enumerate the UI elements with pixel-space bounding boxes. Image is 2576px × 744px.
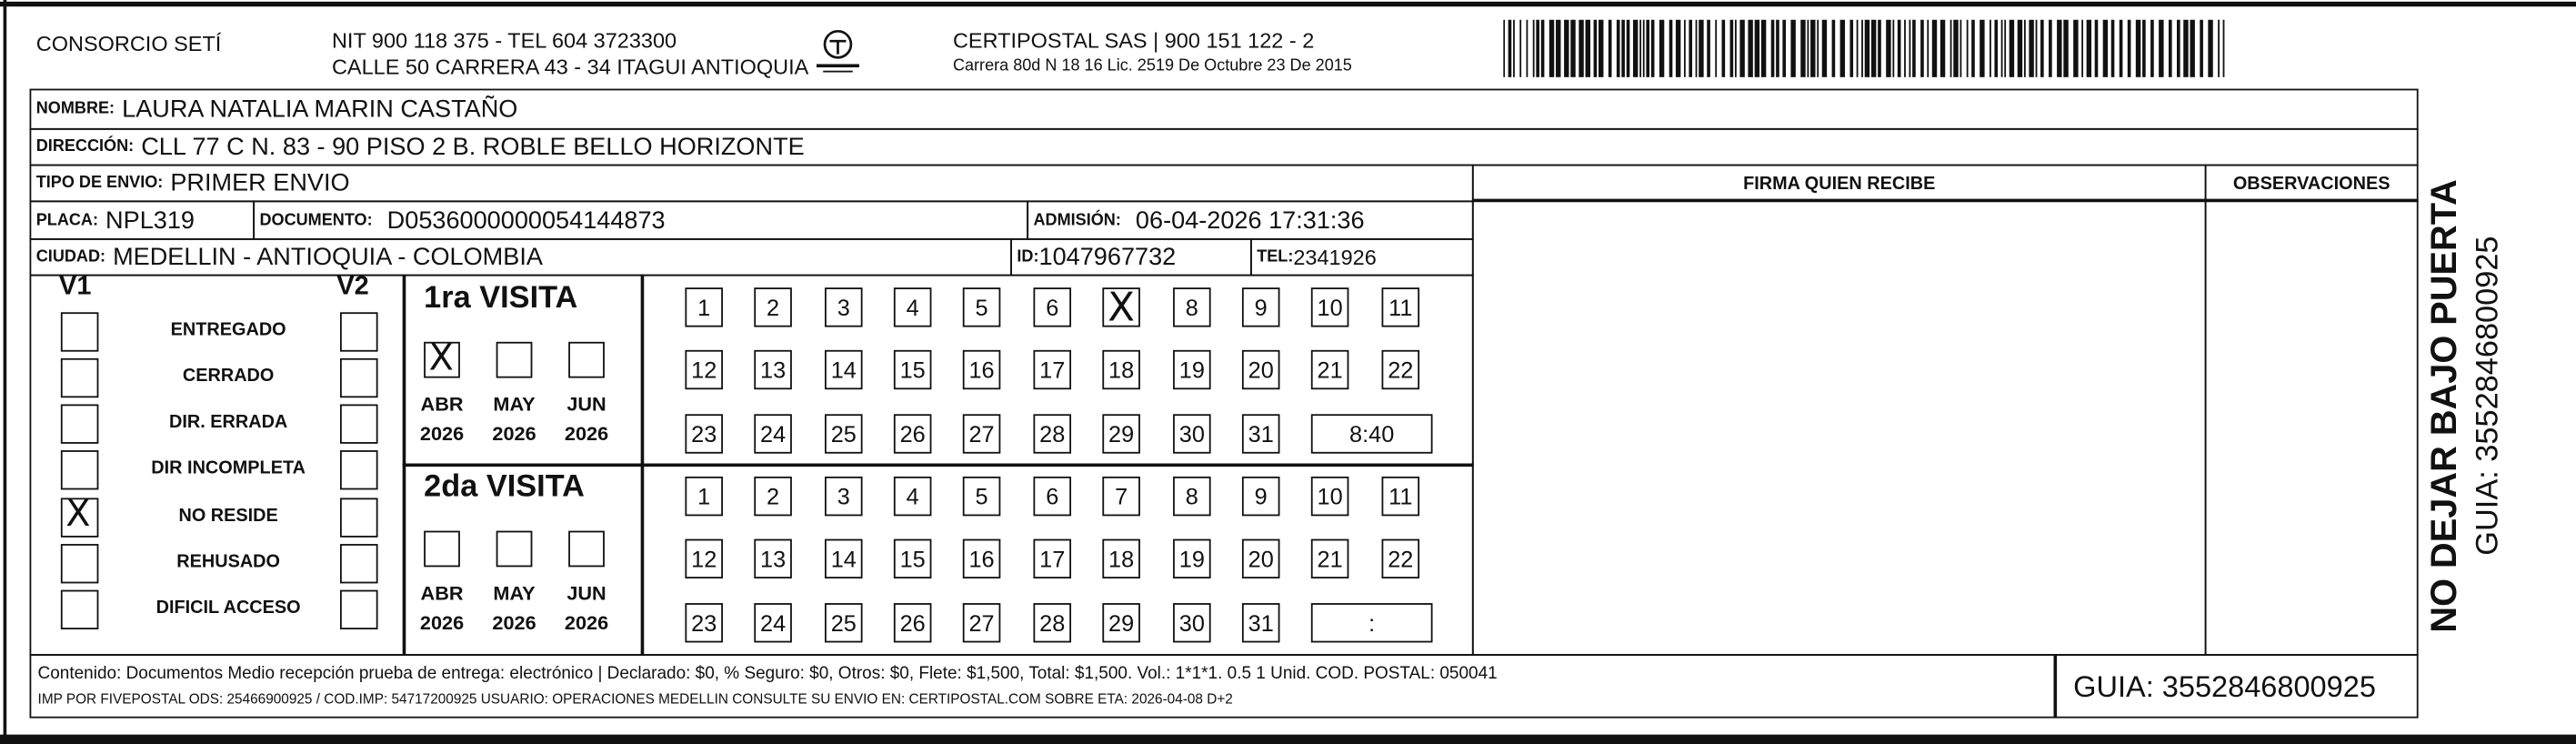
day-box-21[interactable]: 21 bbox=[1311, 350, 1349, 389]
v1-checkbox[interactable] bbox=[61, 544, 99, 583]
barcode-bar bbox=[1621, 20, 1625, 77]
x-mark: X bbox=[65, 494, 91, 537]
plate-label: PLACA: bbox=[35, 211, 99, 230]
barcode-bar bbox=[1980, 20, 1984, 77]
day-box-27[interactable]: 27 bbox=[963, 603, 1001, 642]
day-box-4[interactable]: 4 bbox=[894, 287, 932, 327]
status-label: DIFICIL ACCESO bbox=[155, 598, 301, 618]
barcode-bar bbox=[1920, 20, 1924, 77]
month-label: JUN 2026 bbox=[564, 392, 609, 446]
barcode-bar bbox=[1669, 20, 1673, 77]
barcode-bar bbox=[1971, 20, 1975, 77]
barcode-bar bbox=[2095, 20, 2099, 77]
day-box-23[interactable]: 23 bbox=[685, 414, 723, 453]
day-box-24[interactable]: 24 bbox=[754, 414, 792, 453]
month-checkbox[interactable] bbox=[424, 531, 460, 568]
barcode-bar bbox=[1771, 20, 1775, 77]
address-label: DIRECCIÓN: bbox=[35, 137, 135, 156]
day-box-30[interactable]: 30 bbox=[1173, 414, 1211, 453]
barcode-bar bbox=[1886, 20, 1890, 77]
day-box-1[interactable]: 1 bbox=[685, 477, 723, 516]
tel-cell bbox=[1250, 238, 1474, 276]
city-cell bbox=[30, 238, 1012, 276]
barcode-bar bbox=[1909, 20, 1911, 77]
v2-checkbox[interactable] bbox=[340, 358, 378, 397]
barcode-bar bbox=[2136, 20, 2140, 77]
barcode-bar bbox=[2150, 20, 2154, 77]
barcode-bar bbox=[1994, 20, 1998, 77]
barcode-bar bbox=[2169, 20, 2172, 77]
day-box-26[interactable]: 26 bbox=[894, 414, 932, 453]
barcode-bar bbox=[1633, 20, 1638, 77]
day-box-30[interactable]: 30 bbox=[1173, 603, 1211, 642]
barcode-bar bbox=[1817, 20, 1819, 77]
barcode-bar bbox=[2029, 20, 2033, 77]
barcode-bar bbox=[1748, 20, 1752, 77]
day-box-19[interactable]: 19 bbox=[1173, 539, 1211, 578]
barcode-bar bbox=[1730, 20, 1734, 77]
barcode-bar bbox=[1586, 20, 1590, 77]
barcode-bar bbox=[1519, 20, 1521, 77]
barcode-bar bbox=[1527, 20, 1529, 77]
status-label: ENTREGADO bbox=[170, 320, 286, 341]
barcode-bar bbox=[2120, 20, 2123, 77]
id-number: 1047967732 bbox=[1038, 243, 1177, 272]
signature-area[interactable] bbox=[1472, 165, 2207, 656]
day-box-11[interactable]: 11 bbox=[1382, 287, 1420, 327]
status-label: DIR. ERRADA bbox=[168, 412, 288, 433]
barcode-bar bbox=[1643, 20, 1645, 77]
status-label: CERRADO bbox=[182, 366, 275, 387]
side-warning: NO DEJAR BAJO PUERTA bbox=[2423, 179, 2465, 633]
barcode-bar bbox=[1810, 20, 1815, 77]
barcode-bar bbox=[1696, 20, 1698, 77]
barcode-bar bbox=[1878, 20, 1881, 77]
v1-checkbox[interactable] bbox=[61, 358, 99, 397]
day-box-16[interactable]: 16 bbox=[963, 539, 1001, 578]
license-line: Carrera 80d N 18 16 Lic. 2519 De Octubre 23 De 2015 bbox=[952, 57, 1352, 76]
barcode-bar bbox=[1807, 20, 1809, 77]
print-line: IMP POR FIVEPOSTAL ODS: 25466900925 / COD.IMP: 54717200925 USUARIO: OPERACIONES MEDELLIN CONSULTE SU ENVIO EN: CERTIPOSTAL.COM SOBRE ETA: 2026-04-08 D+2 bbox=[37, 689, 1233, 707]
barcode-bar bbox=[2200, 20, 2203, 77]
barcode-bar bbox=[1912, 20, 1916, 77]
footer-guide-number: GUIA: 3552846800925 bbox=[2073, 670, 2376, 704]
day-box-6[interactable]: 6 bbox=[1033, 477, 1071, 516]
barcode-bar bbox=[1579, 20, 1583, 77]
month-label: MAY 2026 bbox=[492, 392, 536, 446]
day-box-2[interactable]: 2 bbox=[754, 477, 792, 516]
barcode-bar bbox=[1990, 20, 1991, 77]
v2-checkbox[interactable] bbox=[340, 544, 378, 583]
barcode-bar bbox=[2063, 20, 2068, 77]
plate: NPL319 bbox=[105, 206, 195, 235]
day-box-15[interactable]: 15 bbox=[894, 350, 932, 389]
barcode-bar bbox=[1857, 20, 1859, 77]
day-box-9[interactable]: 9 bbox=[1242, 477, 1280, 516]
barcode-bar bbox=[1861, 20, 1863, 77]
v2-checkbox[interactable] bbox=[340, 590, 378, 629]
barcode-bar bbox=[1639, 20, 1641, 77]
admission-date: 06-04-2026 17:31:36 bbox=[1135, 206, 1365, 235]
day-box-24[interactable]: 24 bbox=[754, 603, 792, 642]
barcode-bar bbox=[2040, 20, 2044, 77]
recipient-name: LAURA NATALIA MARIN CASTAÑO bbox=[122, 95, 518, 124]
city-label: CIUDAD: bbox=[35, 247, 106, 266]
barcode-bar bbox=[1832, 20, 1836, 77]
day-box-28[interactable]: 28 bbox=[1033, 414, 1071, 453]
barcode-bar bbox=[1651, 20, 1655, 77]
barcode-bar bbox=[1533, 20, 1535, 77]
day-box-29[interactable]: 29 bbox=[1102, 414, 1140, 453]
observations-area[interactable] bbox=[2205, 165, 2419, 656]
day-box-7[interactable]: X bbox=[1102, 287, 1140, 327]
day-box-19[interactable]: 19 bbox=[1173, 350, 1211, 389]
barcode-bar bbox=[1782, 20, 1786, 77]
barcode-bar bbox=[2049, 20, 2052, 77]
v1-header: V1 bbox=[59, 272, 92, 301]
day-box-5[interactable]: 5 bbox=[963, 477, 1001, 516]
barcode-bar bbox=[1646, 20, 1649, 77]
v1-checkbox[interactable] bbox=[61, 312, 99, 351]
barcode-bar bbox=[1892, 20, 1894, 77]
status-label: REHUSADO bbox=[176, 552, 281, 572]
day-box-22[interactable]: 22 bbox=[1382, 350, 1420, 389]
barcode-bar bbox=[1627, 20, 1630, 77]
header-divider bbox=[1472, 199, 2419, 202]
v1-checkbox[interactable] bbox=[61, 450, 99, 489]
address-row bbox=[30, 128, 2419, 166]
x-mark: X bbox=[428, 338, 454, 380]
day-box-10[interactable]: 10 bbox=[1311, 477, 1349, 516]
barcode-bar bbox=[1761, 20, 1766, 77]
id-cell bbox=[1010, 238, 1252, 276]
v2-checkbox[interactable] bbox=[340, 312, 378, 351]
barcode-bar bbox=[1904, 20, 1906, 77]
barcode-bar bbox=[2004, 20, 2006, 77]
barcode-bar bbox=[1599, 20, 1603, 77]
admission-cell bbox=[1027, 200, 1473, 239]
side-guide-number: GUIA: 3552846800925 bbox=[2471, 236, 2506, 556]
type-row bbox=[30, 165, 1474, 203]
barcode-bar bbox=[1549, 20, 1554, 77]
v1-checkbox[interactable] bbox=[61, 494, 99, 537]
barcode-bar bbox=[2103, 20, 2108, 77]
day-box-1[interactable]: 1 bbox=[685, 287, 723, 327]
barcode-bar bbox=[2177, 20, 2180, 77]
barcode-bar bbox=[1849, 20, 1853, 77]
barcode-bar bbox=[1707, 20, 1710, 77]
barcode-bar bbox=[1865, 20, 1869, 77]
barcode-bar bbox=[1594, 20, 1598, 77]
month-checkbox[interactable] bbox=[568, 342, 605, 378]
barcode-bar bbox=[2142, 20, 2146, 77]
day-box-25[interactable]: 25 bbox=[825, 414, 863, 453]
barcode-bar bbox=[1676, 20, 1680, 77]
barcode-bar bbox=[2073, 20, 2078, 77]
barcode-bar bbox=[1739, 20, 1744, 77]
barcode-bar bbox=[1556, 20, 1560, 77]
day-box-3[interactable]: 3 bbox=[825, 477, 863, 516]
barcode-bar bbox=[1950, 20, 1952, 77]
plate-cell bbox=[30, 200, 256, 239]
barcode-bar bbox=[2218, 20, 2220, 77]
barcode-bar bbox=[1932, 20, 1937, 77]
barcode-bar bbox=[2081, 20, 2083, 77]
day-box-12[interactable]: 12 bbox=[685, 539, 723, 578]
document-label: DOCUMENTO: bbox=[259, 211, 373, 230]
recipient-address: CLL 77 C N. 83 - 90 PISO 2 B. ROBLE BELLO HORIZONTE bbox=[141, 133, 805, 162]
barcode-bar bbox=[2087, 20, 2091, 77]
barcode-bar bbox=[1790, 20, 1795, 77]
barcode-bar bbox=[1898, 20, 1901, 77]
month-checkbox[interactable] bbox=[496, 531, 533, 568]
address-line: CALLE 50 CARRERA 43 - 34 ITAGUI ANTIOQUIA bbox=[331, 54, 809, 79]
city: MEDELLIN - ANTIOQUIA - COLOMBIA bbox=[113, 243, 543, 272]
name-row bbox=[30, 89, 2419, 130]
day-box-11[interactable]: 11 bbox=[1382, 477, 1420, 516]
barcode-bar bbox=[2024, 20, 2026, 77]
day-box-9[interactable]: 9 bbox=[1242, 287, 1280, 327]
day-box-27[interactable]: 27 bbox=[963, 414, 1001, 453]
day-box-16[interactable]: 16 bbox=[963, 350, 1001, 389]
barcode-bar bbox=[2159, 20, 2163, 77]
month-checkbox[interactable] bbox=[568, 531, 605, 568]
barcode-bar bbox=[2057, 20, 2061, 77]
barcode-bar bbox=[1927, 20, 1929, 77]
barcode-bar bbox=[2111, 20, 2115, 77]
barcode-bar bbox=[2128, 20, 2131, 77]
barcode-bar bbox=[1609, 20, 1612, 77]
time-box[interactable]: 8:40 bbox=[1311, 414, 1433, 453]
time-box[interactable]: : bbox=[1311, 603, 1433, 642]
certipostal-logo bbox=[812, 26, 865, 79]
day-box-29[interactable]: 29 bbox=[1102, 603, 1140, 642]
barcode-bar bbox=[1953, 20, 1958, 77]
visit-title: 1ra VISITA bbox=[424, 280, 578, 316]
barcode-bar bbox=[1513, 20, 1515, 77]
month-label: ABR 2026 bbox=[419, 581, 465, 635]
barcode-bar bbox=[1536, 20, 1539, 77]
day-box-25[interactable]: 25 bbox=[825, 603, 863, 642]
barcode-bar bbox=[1570, 20, 1575, 77]
barcode-bar bbox=[1755, 20, 1759, 77]
day-box-20[interactable]: 20 bbox=[1242, 350, 1280, 389]
barcode-bar bbox=[1800, 20, 1805, 77]
barcode bbox=[1503, 20, 2232, 77]
barcode-bar bbox=[1509, 20, 1512, 77]
barcode-bar bbox=[2001, 20, 2003, 77]
month-label: ABR 2026 bbox=[419, 392, 465, 446]
day-box-7[interactable]: 7 bbox=[1102, 477, 1140, 516]
barcode-bar bbox=[1940, 20, 1945, 77]
barcode-bar bbox=[2208, 20, 2212, 77]
barcode-bar bbox=[2010, 20, 2014, 77]
month-label: MAY 2026 bbox=[492, 581, 536, 635]
v2-header: V2 bbox=[336, 272, 369, 301]
barcode-bar bbox=[2183, 20, 2188, 77]
day-box-12[interactable]: 12 bbox=[685, 350, 723, 389]
name-label: NOMBRE: bbox=[35, 100, 115, 119]
tel-label: TEL: bbox=[1257, 247, 1294, 266]
day-box-4[interactable]: 4 bbox=[894, 477, 932, 516]
top-border bbox=[0, 2, 2576, 6]
document: D0536000000054144873 bbox=[386, 206, 666, 235]
day-box-20[interactable]: 20 bbox=[1242, 539, 1280, 578]
day-box-6[interactable]: 6 bbox=[1033, 287, 1071, 327]
barcode-bar bbox=[1967, 20, 1969, 77]
status-label: DIR INCOMPLETA bbox=[151, 458, 306, 478]
month-checkbox[interactable] bbox=[424, 338, 460, 380]
day-box-3[interactable]: 3 bbox=[825, 287, 863, 327]
day-box-17[interactable]: 17 bbox=[1033, 539, 1071, 578]
v1-checkbox[interactable] bbox=[61, 590, 99, 629]
id-label: ID: bbox=[1017, 247, 1039, 266]
barcode-bar bbox=[1776, 20, 1779, 77]
day-box-18[interactable]: 18 bbox=[1102, 539, 1140, 578]
barcode-bar bbox=[2223, 20, 2225, 77]
visit-title: 2da VISITA bbox=[424, 469, 585, 505]
barcode-bar bbox=[2190, 20, 2194, 77]
day-box-13[interactable]: 13 bbox=[754, 539, 792, 578]
month-checkbox[interactable] bbox=[496, 342, 533, 378]
day-box-8[interactable]: 8 bbox=[1173, 477, 1211, 516]
admission-label: ADMISIÓN: bbox=[1033, 211, 1121, 230]
day-box-26[interactable]: 26 bbox=[894, 603, 932, 642]
left-border bbox=[4, 0, 7, 744]
day-box-21[interactable]: 21 bbox=[1311, 539, 1349, 578]
observations-header: OBSERVACIONES bbox=[2232, 174, 2391, 195]
day-box-17[interactable]: 17 bbox=[1033, 350, 1071, 389]
barcode-bar bbox=[1503, 20, 1505, 77]
month-label: JUN 2026 bbox=[564, 581, 609, 635]
day-box-22[interactable]: 22 bbox=[1382, 539, 1420, 578]
day-box-2[interactable]: 2 bbox=[754, 287, 792, 327]
v2-checkbox[interactable] bbox=[340, 404, 378, 443]
day-box-14[interactable]: 14 bbox=[825, 539, 863, 578]
contents-line: Contenido: Documentos Medio recepción prueba de entrega: electrónico | Declarado: $0, % Seguro: $0, Otros: $0, Flete: $1,500, Total: $1,500. Vol.: 1*1*1. 0.5 1 Unid. COD. POSTAL: 050041 bbox=[37, 663, 1498, 684]
barcode-bar bbox=[1960, 20, 1962, 77]
barcode-bar bbox=[1715, 20, 1717, 77]
barcode-bar bbox=[1722, 20, 1726, 77]
day-box-31[interactable]: 31 bbox=[1242, 603, 1280, 642]
day-box-14[interactable]: 14 bbox=[825, 350, 863, 389]
day-box-28[interactable]: 28 bbox=[1033, 603, 1071, 642]
document-cell bbox=[253, 200, 1028, 239]
day-box-8[interactable]: 8 bbox=[1173, 287, 1211, 327]
barcode-bar bbox=[1684, 20, 1686, 77]
bottom-border bbox=[0, 735, 2576, 744]
day-box-13[interactable]: 13 bbox=[754, 350, 792, 389]
barcode-bar bbox=[1735, 20, 1737, 77]
barcode-bar bbox=[1659, 20, 1664, 77]
day-box-31[interactable]: 31 bbox=[1242, 414, 1280, 453]
v2-checkbox[interactable] bbox=[340, 498, 378, 537]
v2-checkbox[interactable] bbox=[340, 450, 378, 489]
barcode-bar bbox=[1871, 20, 1876, 77]
signature-header: FIRMA QUIEN RECIBE bbox=[1743, 174, 1936, 195]
barcode-bar bbox=[1840, 20, 1845, 77]
shipment-type: PRIMER ENVIO bbox=[170, 169, 350, 197]
nit-line: NIT 900 118 375 - TEL 604 3723300 bbox=[331, 27, 677, 53]
certipostal-line: CERTIPOSTAL SAS | 900 151 122 - 2 bbox=[952, 27, 1315, 53]
company-name: CONSORCIO SETÍ bbox=[35, 31, 222, 56]
day-box-23[interactable]: 23 bbox=[685, 603, 723, 642]
barcode-bar bbox=[1541, 20, 1545, 77]
barcode-bar bbox=[1564, 20, 1569, 77]
barcode-bar bbox=[1699, 20, 1703, 77]
day-box-15[interactable]: 15 bbox=[894, 539, 932, 578]
v1-checkbox[interactable] bbox=[61, 404, 99, 443]
barcode-bar bbox=[1822, 20, 1827, 77]
barcode-bar bbox=[1689, 20, 1692, 77]
day-box-5[interactable]: 5 bbox=[963, 287, 1001, 327]
barcode-bar bbox=[1617, 20, 1620, 77]
barcode-bar bbox=[2036, 20, 2038, 77]
day-box-18[interactable]: 18 bbox=[1102, 350, 1140, 389]
status-label: NO RESIDE bbox=[178, 506, 278, 527]
barcode-bar bbox=[2018, 20, 2022, 77]
tel-number: 2341926 bbox=[1293, 245, 1377, 270]
type-label: TIPO DE ENVIO: bbox=[35, 174, 164, 193]
day-box-10[interactable]: 10 bbox=[1311, 287, 1349, 327]
